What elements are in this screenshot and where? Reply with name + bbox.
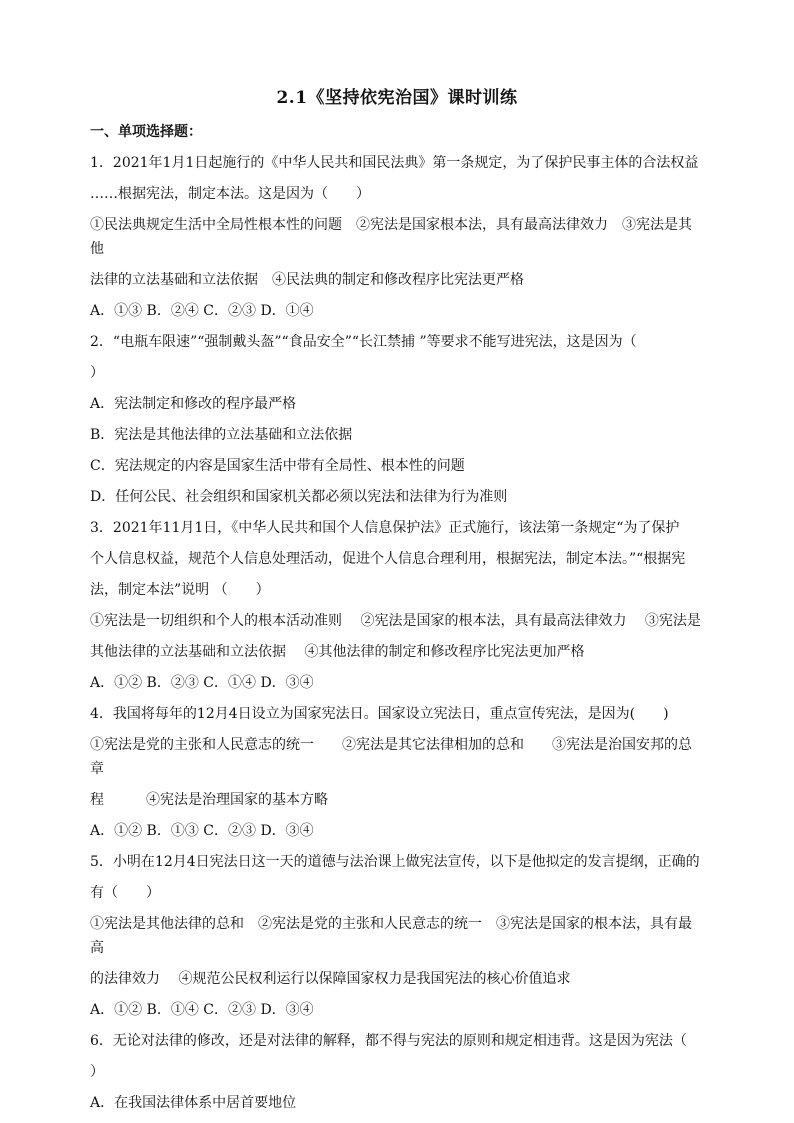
question-stem-line: 1．2021年1月1日起施行的《中华人民共和国民法典》第一条规定，为了保护民事主体的合法权益: [90, 155, 699, 171]
question-stem-line: 4．我国将每年的12月4日设立为国家宪法日。国家设立宪法日，重点宣传宪法，是因为( ): [90, 706, 669, 722]
question-stem-line: 3．2021年11月1日，《中华人民共和国个人信息保护法》正式施行，该法第一条规定“为了保护: [90, 520, 680, 536]
question-stem-line: ）: [90, 1064, 104, 1080]
question-statement-line: 法律的立法基础和立法依据 ④民法典的制定和修改程序比宪法更严格: [90, 272, 524, 288]
question-6: [90, 1029, 704, 1115]
question-statement-line: ①宪法是其他法律的总和 ②宪法是党的主张和人民意志的统一 ③宪法是国家的根本法，具有最高: [90, 916, 692, 956]
question-2: [90, 330, 704, 509]
section-heading: 一、单项选择题：: [90, 124, 202, 140]
question-stem-line: 6．无论对法律的修改，还是对法律的解释，都不得与宪法的原则和规定相违背。这是因为宪法（: [90, 1033, 687, 1049]
question-statement-line: 其他法律的立法基础和立法依据 ④其他法律的制定和修改程序比宪法更加严格: [90, 644, 585, 660]
question-stem-line: 2．“电瓶车限速”“强制戴头盔”“食品安全”“长江禁捕 ”等要求不能写进宪法，这是因为（: [90, 334, 637, 350]
question-choices: A．①② B．①③ C．②③ D．③④: [90, 823, 314, 839]
question-stem-line: 法，制定本法”说明 （ ）: [90, 582, 270, 598]
question-statement-line: 程 ④宪法是治理国家的基本方略: [90, 792, 328, 808]
question-stem-line: ）: [90, 365, 104, 381]
option-c: C．宪法规定的内容是国家生活中带有全局性、根本性的问题: [90, 458, 465, 474]
question-choices: A．①③ B．②④ C．②③ D．①④: [90, 303, 314, 319]
question-choices: A．①② B．②③ C．①④ D．③④: [90, 675, 314, 691]
question-statement-line: 的法律效力 ④规范公民权利运行以保障国家权力是我国宪法的核心价值追求: [90, 971, 571, 987]
option-a: A．在我国法律体系中居首要地位: [90, 1095, 297, 1111]
option-a: A．宪法制定和修改的程序最严格: [90, 396, 297, 412]
question-stem-line: 个人信息权益，规范个人信息处理活动，促进个人信息合理利用，根据宪法，制定本法。”“根据宪: [90, 551, 686, 567]
option-b: B．宪法是其他法律的立法基础和立法依据: [90, 427, 353, 443]
question-choices: A．①② B．①④ C．②③ D．③④: [90, 1002, 314, 1018]
document-title: 2.1《坚持依宪治国》课时训练: [276, 88, 518, 108]
question-stem-line: 有（ ）: [90, 885, 160, 901]
question-5: [90, 850, 704, 1022]
question-stem-line: ……根据宪法，制定本法。这是因为（ ）: [90, 186, 370, 202]
question-statement-line: ①宪法是一切组织和个人的根本活动准则 ②宪法是国家的根本法，具有最高法律效力 ③宪法是: [90, 613, 701, 629]
question-statement-line: ①宪法是党的主张和人民意志的统一 ②宪法是其它法律相加的总和 ③宪法是治国安邦的总章: [90, 737, 692, 777]
question-stem-line: 5．小明在12月4日宪法日这一天的道德与法治课上做宪法宣传，以下是他拟定的发言提纲，正确的: [90, 854, 700, 870]
question-3: [90, 516, 704, 695]
question-4: [90, 702, 704, 843]
question-1: [90, 151, 704, 323]
option-d: D．任何公民、社会组织和国家机关都必须以宪法和法律为行为准则: [90, 489, 508, 505]
question-statement-line: ①民法典规定生活中全局性根本性的问题 ②宪法是国家根本法，具有最高法律效力 ③宪法是其他: [90, 217, 692, 257]
